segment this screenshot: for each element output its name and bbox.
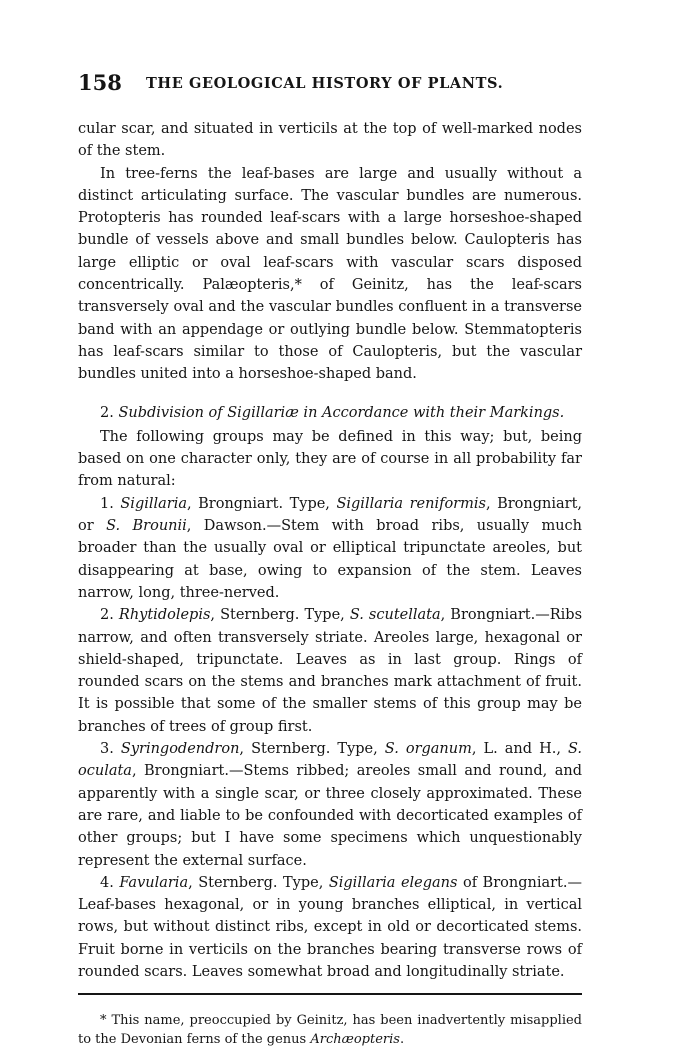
page-header — [78, 70, 582, 100]
group-text: , Sternberg. Type, — [210, 607, 350, 624]
type-species: Sigillaria elegans — [328, 874, 458, 891]
group-name: Rhytidolepis — [118, 607, 211, 624]
group-text: , L. and H., — [471, 741, 568, 758]
paragraph-intro: The following groups may be defined in this way; but, being based on one character only, they are of course in all probability far from natural: — [78, 428, 582, 490]
group-item-sigillaria — [78, 493, 582, 604]
group-name: Syringodendron — [120, 741, 240, 758]
group-text: , Sternberg. Type, — [239, 741, 385, 758]
footnote-genus: Archæopteris — [310, 1032, 400, 1048]
paragraph-tree-ferns: In tree-ferns the leaf-bases are large and usually without a distinct articulating surface. The vascular bundles are numerous. Protopteris has rounded leaf-scars with a large horseshoe-shaped bundle of vessels above and small bundles below. Caulopteris has large elliptic or oval leaf-scars with vascular scars disposed concentrically. Palæopteris,* of Geinitz, has the leaf-scars transversely oval and the vascular bundles confluent in a transverse band with an appendage or outlying bundle below. Stemmatopteris has leaf-scars similar to those of Caulopteris, but the vascular bundles united into a horseshoe-shaped band. — [78, 165, 582, 383]
section-number: 2. — [100, 404, 114, 421]
group-number: 3. — [100, 741, 114, 758]
group-text: , Brongniart, or — [78, 495, 583, 535]
type-species: S. Brounii — [106, 518, 187, 535]
type-species: S. organum — [384, 741, 472, 758]
type-species: S. oculata — [78, 741, 583, 780]
footnote-text: * This name, preoccupied by Geinitz, has been inadvertently misapplied to the Devonian ferns of the genus — [78, 1013, 582, 1048]
section-heading — [78, 402, 582, 424]
footnote-rule — [78, 993, 582, 995]
group-text: , Brongniart.—Ribs narrow, and often transversely striate. Areoles large, hexagonal or shield-shaped, tripunctate. Leaves as in last group. Rings of rounded scars on the stems and branches mark attachment of fruit. It is possible that some of the smaller stems of this group may be branches of trees of group first. — [78, 607, 583, 735]
page-body — [78, 118, 582, 983]
group-number: 1. — [100, 495, 114, 512]
type-species: Sigillaria reniformis — [336, 495, 486, 512]
group-number: 4. — [100, 874, 114, 891]
group-text: , Brongniart. Type, — [187, 495, 337, 512]
section-title: Subdivision of Sigillariæ in Accordance with their Markings. — [118, 404, 565, 421]
group-item-favularia — [78, 872, 582, 983]
group-name: Favularia — [119, 874, 189, 891]
paragraph-continuation: cular scar, and situated in verticils at the top of well-marked nodes of the stem. — [78, 121, 582, 160]
group-text: , Brongniart.—Stems ribbed; areoles small and round, and apparently with a single scar, or three closely approximated. These are rare, and liable to be confounded with decorticated examples of other groups; but I have some specimens which unquestionably represent the external surface. — [78, 763, 582, 869]
group-text: , Dawson.—Stem with broad ribs, usually much broader than the usually oval or elliptical tripunctate areoles, but disappearing at base, owing to expansion of the stem. Leaves narrow, long, three-nerved. — [78, 518, 582, 601]
running-head: THE GEOLOGICAL HISTORY OF PLANTS. — [146, 75, 504, 92]
type-species: S. scutellata — [349, 607, 441, 624]
group-text: , Sternberg. Type, — [188, 874, 329, 891]
footnote-end: . — [399, 1032, 405, 1048]
group-item-rhytidolepis — [78, 604, 582, 738]
group-text: of Brongniart.—Leaf-bases hexagonal, or in young branches elliptical, in vertical rows, but without distinct ribs, except in old or decorticated stems. Fruit borne in verticils on the branches bearing transverse rows of rounded scars. Leaves somewhat broad and longitudinally striate. — [78, 874, 582, 980]
group-item-syringodendron — [78, 738, 582, 872]
group-number: 2. — [100, 607, 114, 624]
group-name: Sigillaria — [120, 495, 187, 512]
book-page — [78, 70, 582, 1049]
footnote — [78, 1011, 582, 1049]
page-number: 158 — [78, 70, 122, 95]
